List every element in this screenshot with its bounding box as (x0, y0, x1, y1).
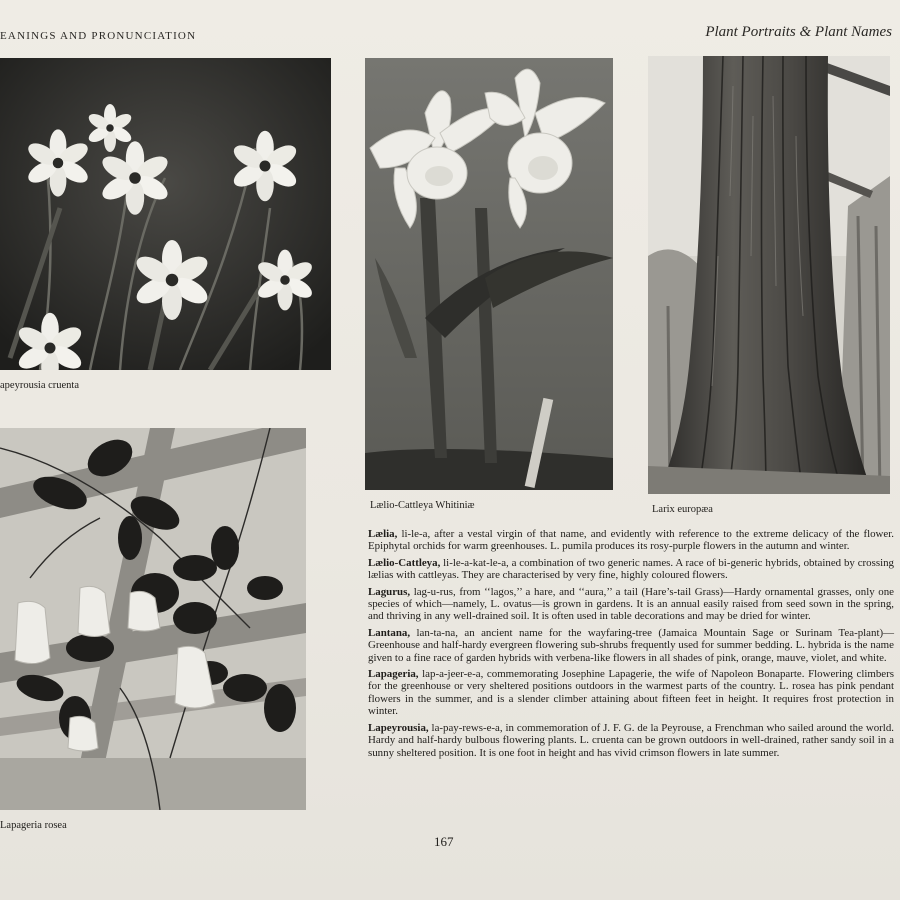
entry-text: li-le-a, after a vestal virgin of that name, and evidently with reference to the extreme delicacy of the flower. Epiphytal orchids for warm greenhouses. L. pumila produces its rosy-purple flowers in the autumn and winter. (368, 528, 894, 553)
entry-lapeyrousia (368, 722, 894, 759)
photo-larix (648, 56, 890, 494)
photo-lapageria (0, 428, 306, 810)
orchid-image (365, 58, 613, 490)
headword: Lælia, (368, 528, 398, 540)
running-header-right: Plant Portraits & Plant Names (705, 24, 892, 40)
caption-larix: Larix europæa (652, 504, 713, 515)
headword: Lælio-Cattleya, (368, 556, 441, 569)
page-number: 167 (434, 834, 454, 849)
caption-lapageria: Lapageria rosea (0, 820, 67, 831)
running-header-left: EANINGS AND PRONUNCIATION (0, 30, 197, 42)
entry-text: li-le-a-kat-le-a, a combination of two generic names. A race of bi-generic hybrids, obtained by crossing lælias with cattleyas. They are characterised by very fine, highly coloured flowers. (368, 556, 894, 582)
headword: Lagurus, (368, 585, 411, 598)
photo-lapeyrousia (0, 58, 331, 370)
entry-text: lap-a-jeer-e-a, commemorating Josephine Lapagerie, the wife of Napoleon Bonaparte. Flowering climbers for the greenhouse or very sheltered positions outdoors in the warmest parts of the country. L. rosea has pink pendant flowers in the summer, and is a slender climber attaining about fifteen feet in height. It requires frost protection in winter. (368, 668, 894, 718)
headword: Lantana, (368, 626, 411, 639)
entry-lapageria (368, 668, 894, 718)
entry-text: lan-ta-na, an ancient name for the wayfaring-tree (Jamaica Mountain Sage or Surinam Tea-plant)—Greenhouse and half-hardy evergreen flowering sub-shrubs frequently used for summer bedding. L. hybrida is the name given to a fine race of garden hybrids with verbena-like flowers in all shades of pink, orange, mauve, violet, and white. (368, 626, 894, 664)
dictionary-entries (368, 528, 894, 763)
caption-laelio-cattleya: Lælio-Cattleya Whitiniæ (370, 500, 475, 511)
entry-lantana (368, 627, 894, 664)
entry-lagurus (368, 586, 894, 623)
headword: Lapageria, (368, 668, 419, 681)
lapageria-climber-image (0, 428, 306, 810)
entry-laelia (368, 528, 894, 553)
headword: Lapeyrousia, (368, 721, 429, 734)
photo-laelio-cattleya (365, 58, 613, 490)
caption-lapeyrousia: apeyrousia cruenta (0, 380, 80, 391)
entry-text: la-pay-rews-e-a, in commemoration of J. F. G. de la Peyrouse, a Frenchman who sailed around the world. Hardy and half-hardy bulbous flowering plants. L. cruenta can be grown outdoors in well-drained, rather sandy soil in a sunny sheltered position. It is one foot in height and has vivid crimson flowers in late summer. (368, 721, 894, 759)
lapeyrousia-flowers-image (0, 58, 331, 370)
entry-text: lag-u-rus, from ‘‘lagos,’’ a hare, and ‘‘aura,’’ a tail (Hare’s-tail Grass)—Hardy ornamental grasses, only one species of which—namely, L. ovatus—is grown in gardens. It is an annual easily raised from seed sown in the spring, and thriving in any well-drained soil. It is often used in table decorations and may be dried for winter. (368, 585, 894, 623)
larch-trunk-image (648, 56, 890, 494)
entry-laelio-cattleya (368, 557, 894, 582)
